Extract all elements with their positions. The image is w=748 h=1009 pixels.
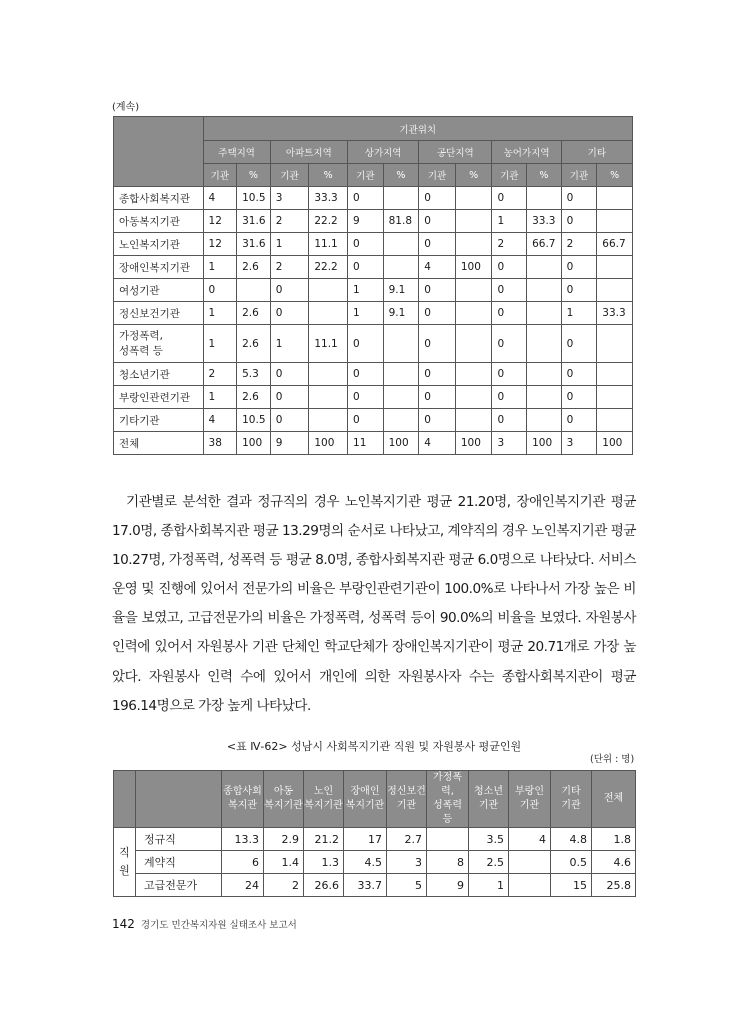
table-cell <box>597 256 633 279</box>
analysis-paragraph: 기관별로 분석한 결과 정규직의 경우 노인복지기관 평균 21.20명, 장애인복지기관 평균 17.0명, 종합사회복지관 평균 13.29명의 순서로 나타났고, 계약직의 경우 노인복지기관 평균 10.27명, 가정폭력, 성폭력 등 평균 8.0명, 종합사회복지관 평균 6.0명으로 나타났다. 서비스 운영 및 진행에 있어서 전문가의 비율은 부랑인관련기관이 100.0%로 나타나서 가장 높은 비율을 보였고, 고급전문가의 비율은 가정폭력, 성폭력 등이 90.0%의 비율을 보였다. 자원봉사 인력에 있어서 자원봉사 기관 단체인 학교단체가 장애인복지기관이 평균 20.71개로 가장 높았다. 자원봉사 인력 수에 있어서 개인에 의한 자원봉사자 수는 종합사회복지관이 평균 196.14명으로 가장 높게 나타났다. <box>112 494 636 714</box>
row-label: 계약직 <box>136 851 222 874</box>
table-cell: 9.1 <box>383 279 419 302</box>
row-label: 부랑인관련기관 <box>114 386 204 409</box>
table-cell: 1 <box>203 256 237 279</box>
table-row <box>114 325 633 363</box>
table-cell <box>527 386 562 409</box>
table-cell: 2.9 <box>264 828 304 851</box>
row-label: 고급전문가 <box>136 874 222 897</box>
unit-label: (단위 : 명) <box>590 754 635 765</box>
table-cell: 0 <box>561 386 597 409</box>
row-label: 정규직 <box>136 828 222 851</box>
table-cell: 12 <box>203 210 237 233</box>
table-cell: 100 <box>527 432 562 455</box>
region-header: 아파트지역 <box>270 141 347 164</box>
table-cell: 0 <box>419 363 456 386</box>
table-cell: 3 <box>387 851 427 874</box>
table-cell: 100 <box>455 432 492 455</box>
table-cell: 0 <box>419 187 456 210</box>
table-cell: 2 <box>264 874 304 897</box>
table-cell <box>309 363 348 386</box>
table-cell <box>455 233 492 256</box>
table-cell: 4 <box>419 256 456 279</box>
table-cell: 11 <box>348 432 384 455</box>
table-cell: 81.8 <box>383 210 419 233</box>
sub-header: % <box>455 164 492 187</box>
table-cell: 0 <box>270 409 309 432</box>
table-cell: 0 <box>492 409 527 432</box>
page-number: 142 <box>112 917 135 931</box>
sub-header: 기관 <box>419 164 456 187</box>
table-cell: 0.5 <box>551 851 592 874</box>
table-cell <box>597 386 633 409</box>
table-cell: 66.7 <box>597 233 633 256</box>
sub-header: 기관 <box>492 164 527 187</box>
table-cell <box>527 279 562 302</box>
column-header: 기타 기관 <box>551 771 592 828</box>
report-title: 경기도 민간복지자원 실태조사 보고서 <box>140 920 297 931</box>
table-cell: 2.6 <box>237 386 271 409</box>
table-cell: 0 <box>492 325 527 363</box>
table-cell: 4.6 <box>592 851 636 874</box>
table-cell <box>455 363 492 386</box>
table-cell: 0 <box>270 363 309 386</box>
sub-header: % <box>383 164 419 187</box>
table-cell: 100 <box>383 432 419 455</box>
table-cell: 1 <box>348 279 384 302</box>
table-cell <box>309 302 348 325</box>
table-cell: 0 <box>419 233 456 256</box>
row-label: 가정폭력, 성폭력 등 <box>114 325 204 363</box>
table-cell: 0 <box>348 363 384 386</box>
row-label: 청소년기관 <box>114 363 204 386</box>
table-cell: 4 <box>419 432 456 455</box>
table-cell: 0 <box>492 279 527 302</box>
continued-label: (계속) <box>112 102 140 113</box>
table-cell: 1.3 <box>304 851 344 874</box>
table-cell <box>527 325 562 363</box>
table-row <box>114 363 633 386</box>
table-cell: 0 <box>270 386 309 409</box>
table-cell: 0 <box>492 363 527 386</box>
table-cell: 3 <box>492 432 527 455</box>
table-cell <box>427 828 469 851</box>
table-cell: 3 <box>270 187 309 210</box>
table-cell: 4.5 <box>344 851 387 874</box>
table-row <box>114 302 633 325</box>
table-cell: 0 <box>492 187 527 210</box>
row-label: 여성기관 <box>114 279 204 302</box>
table-cell: 10.5 <box>237 187 271 210</box>
table-cell <box>383 386 419 409</box>
table-row <box>114 386 633 409</box>
sub-header: % <box>527 164 562 187</box>
table-cell: 0 <box>419 386 456 409</box>
table-cell: 4 <box>509 828 551 851</box>
table-cell: 31.6 <box>237 233 271 256</box>
table-cell <box>309 386 348 409</box>
table-row <box>114 409 633 432</box>
row-label: 장애인복지기관 <box>114 256 204 279</box>
sub-header: 기관 <box>561 164 597 187</box>
column-header: 부랑인 기관 <box>509 771 551 828</box>
table-cell: 0 <box>348 256 384 279</box>
column-header: 가정폭력, 성폭력 등 <box>427 771 469 828</box>
table-cell: 38 <box>203 432 237 455</box>
table-cell: 0 <box>492 256 527 279</box>
column-header: 아동 복지기관 <box>264 771 304 828</box>
column-header: 정신보건 기관 <box>387 771 427 828</box>
region-header: 상가지역 <box>348 141 419 164</box>
table-cell <box>455 210 492 233</box>
table-cell <box>527 256 562 279</box>
table-cell <box>597 210 633 233</box>
table-cell <box>455 302 492 325</box>
row-label: 종합사회복지관 <box>114 187 204 210</box>
table-cell: 1 <box>203 302 237 325</box>
region-header: 공단지역 <box>419 141 492 164</box>
corner-cell <box>114 771 136 828</box>
table-cell: 0 <box>561 256 597 279</box>
table-cell: 0 <box>492 302 527 325</box>
table-cell: 15 <box>551 874 592 897</box>
row-label: 정신보건기관 <box>114 302 204 325</box>
table-cell: 0 <box>419 325 456 363</box>
table-cell: 2 <box>270 256 309 279</box>
corner-cell <box>114 117 204 187</box>
table-cell: 1 <box>270 325 309 363</box>
table-cell: 0 <box>348 409 384 432</box>
table-cell: 11.1 <box>309 233 348 256</box>
table-cell: 13.3 <box>222 828 264 851</box>
table-cell: 33.7 <box>344 874 387 897</box>
column-header: 종합사회 복지관 <box>222 771 264 828</box>
table-cell: 0 <box>203 279 237 302</box>
table-cell: 100 <box>237 432 271 455</box>
row-label: 노인복지기관 <box>114 233 204 256</box>
table-cell: 31.6 <box>237 210 271 233</box>
sub-header: % <box>309 164 348 187</box>
group-label: 직 원 <box>114 828 136 897</box>
table-cell <box>455 325 492 363</box>
column-header: 청소년 기관 <box>469 771 509 828</box>
table-cell: 24 <box>222 874 264 897</box>
table-cell <box>597 187 633 210</box>
column-header: 노인 복지기관 <box>304 771 344 828</box>
table-cell: 6 <box>222 851 264 874</box>
table-row <box>114 279 633 302</box>
table-cell: 2 <box>270 210 309 233</box>
table-row <box>114 256 633 279</box>
sub-header: 기관 <box>203 164 237 187</box>
table-cell: 8 <box>427 851 469 874</box>
table-cell: 4 <box>203 409 237 432</box>
region-header: 농어가지역 <box>492 141 561 164</box>
table-cell: 2.6 <box>237 302 271 325</box>
table-cell: 1 <box>203 386 237 409</box>
table-row <box>114 210 633 233</box>
table-cell <box>527 363 562 386</box>
table-cell: 4.8 <box>551 828 592 851</box>
table-row <box>114 187 633 210</box>
table-cell <box>509 851 551 874</box>
table-cell <box>455 386 492 409</box>
table-cell: 2 <box>492 233 527 256</box>
table-cell: 9 <box>270 432 309 455</box>
table-cell: 2.7 <box>387 828 427 851</box>
table-cell: 2.6 <box>237 256 271 279</box>
table-cell: 0 <box>348 233 384 256</box>
table-cell: 21.2 <box>304 828 344 851</box>
table-cell <box>597 279 633 302</box>
table-cell: 26.6 <box>304 874 344 897</box>
region-header: 주택지역 <box>203 141 270 164</box>
row-label: 아동복지기관 <box>114 210 204 233</box>
table-cell: 33.3 <box>309 187 348 210</box>
table-cell <box>527 187 562 210</box>
table-cell <box>309 279 348 302</box>
table-cell: 5 <box>387 874 427 897</box>
table-cell: 100 <box>597 432 633 455</box>
table-cell: 33.3 <box>527 210 562 233</box>
table-cell: 0 <box>348 187 384 210</box>
table-cell <box>527 409 562 432</box>
table-cell <box>383 363 419 386</box>
page-footer <box>112 917 297 931</box>
table-cell: 1 <box>203 325 237 363</box>
staff-average-table <box>113 770 636 897</box>
table-cell: 33.3 <box>597 302 633 325</box>
table-cell <box>509 874 551 897</box>
table-cell: 100 <box>309 432 348 455</box>
table-cell <box>527 302 562 325</box>
table-cell: 0 <box>492 386 527 409</box>
table-cell: 3.5 <box>469 828 509 851</box>
row-label: 기타기관 <box>114 409 204 432</box>
table-cell <box>597 325 633 363</box>
table-cell: 0 <box>348 386 384 409</box>
table-cell <box>383 325 419 363</box>
table-cell <box>455 187 492 210</box>
table-row <box>114 851 636 874</box>
table-cell: 0 <box>270 302 309 325</box>
table-cell: 0 <box>270 279 309 302</box>
sub-header: % <box>237 164 271 187</box>
table-cell <box>383 187 419 210</box>
table-cell: 11.1 <box>309 325 348 363</box>
table-row <box>114 432 633 455</box>
region-header: 기타 <box>561 141 632 164</box>
table-cell <box>383 256 419 279</box>
table-cell: 0 <box>561 279 597 302</box>
table-cell: 2 <box>203 363 237 386</box>
table-cell: 1 <box>469 874 509 897</box>
corner-cell <box>136 771 222 828</box>
table-cell: 0 <box>561 363 597 386</box>
table-row <box>114 828 636 851</box>
sub-header: 기관 <box>270 164 309 187</box>
table-cell <box>309 409 348 432</box>
table-cell: 4 <box>203 187 237 210</box>
table-cell: 12 <box>203 233 237 256</box>
table-cell: 0 <box>419 210 456 233</box>
table-cell: 0 <box>348 325 384 363</box>
table-cell: 9 <box>348 210 384 233</box>
table-cell: 9.1 <box>383 302 419 325</box>
table-cell: 1 <box>270 233 309 256</box>
table-row <box>114 874 636 897</box>
row-label: 전체 <box>114 432 204 455</box>
table-cell: 0 <box>561 187 597 210</box>
table-cell: 0 <box>419 409 456 432</box>
table-cell: 100 <box>455 256 492 279</box>
table-cell <box>237 279 271 302</box>
table-cell: 3 <box>561 432 597 455</box>
sub-header: % <box>597 164 633 187</box>
table-cell: 10.5 <box>237 409 271 432</box>
table-cell <box>383 409 419 432</box>
group-header: 기관위치 <box>203 117 632 141</box>
table-cell <box>597 409 633 432</box>
institution-location-table <box>113 116 633 455</box>
table-caption: <표 Ⅳ-62> 성남시 사회복지기관 직원 및 자원봉사 평균인원 <box>226 740 522 753</box>
table-cell: 0 <box>419 302 456 325</box>
column-header: 전체 <box>592 771 636 828</box>
table-cell <box>383 233 419 256</box>
table-cell: 17 <box>344 828 387 851</box>
table-cell: 22.2 <box>309 256 348 279</box>
table-cell: 22.2 <box>309 210 348 233</box>
table-cell: 0 <box>561 325 597 363</box>
table-cell <box>597 363 633 386</box>
sub-header: 기관 <box>348 164 384 187</box>
column-header: 장애인 복지기관 <box>344 771 387 828</box>
table-cell <box>455 409 492 432</box>
table-cell: 66.7 <box>527 233 562 256</box>
table-cell: 2 <box>561 233 597 256</box>
table-cell: 1.8 <box>592 828 636 851</box>
table-cell: 1 <box>348 302 384 325</box>
table-cell: 0 <box>561 210 597 233</box>
table-cell: 0 <box>561 409 597 432</box>
table-cell: 5.3 <box>237 363 271 386</box>
table-cell: 0 <box>419 279 456 302</box>
table-cell: 1.4 <box>264 851 304 874</box>
table-cell: 9 <box>427 874 469 897</box>
table-cell: 2.6 <box>237 325 271 363</box>
table-row <box>114 233 633 256</box>
table-cell: 25.8 <box>592 874 636 897</box>
table-cell: 1 <box>492 210 527 233</box>
table-cell <box>455 279 492 302</box>
table-cell: 2.5 <box>469 851 509 874</box>
table-cell: 1 <box>561 302 597 325</box>
